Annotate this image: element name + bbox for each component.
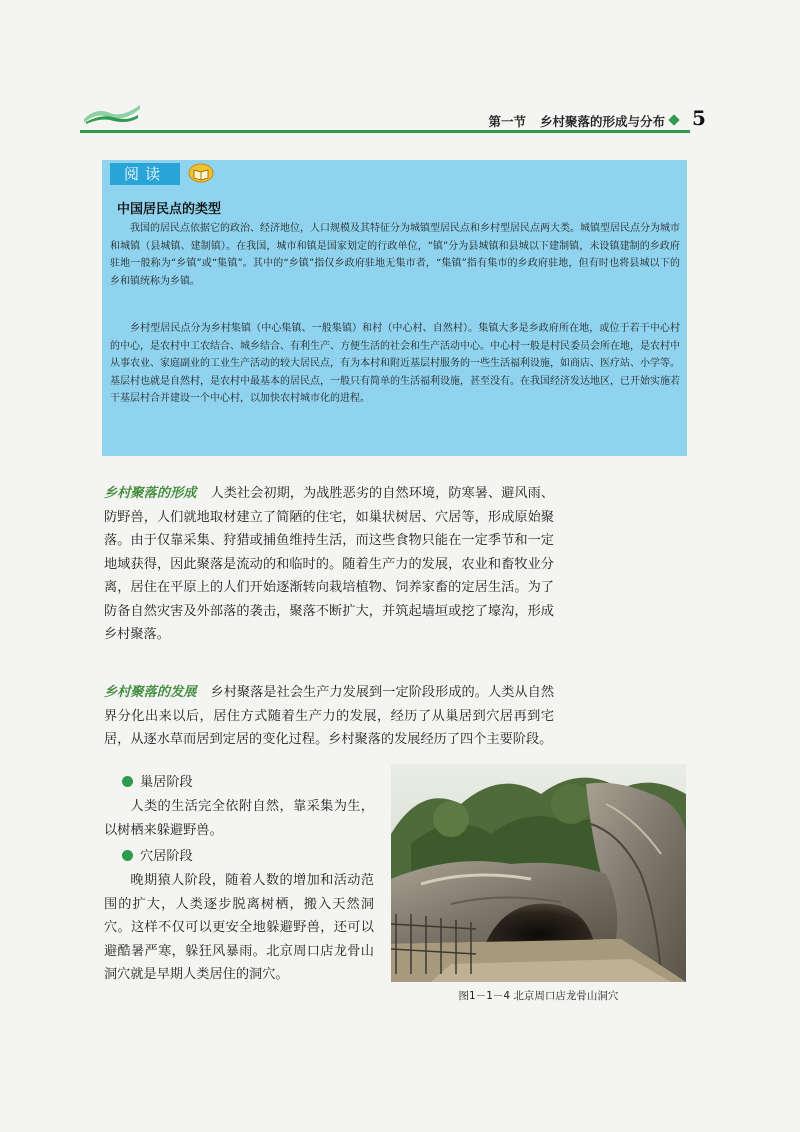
stage-heading xyxy=(122,846,193,868)
stage-label: 巢居阶段 xyxy=(140,775,193,790)
formation-paragraph xyxy=(104,482,554,647)
running-header xyxy=(420,112,665,130)
page-number: 5 xyxy=(692,106,706,130)
header-section: 第一节 xyxy=(488,114,526,129)
chapter-logo-icon xyxy=(82,101,142,125)
figure-caption: 图1－1－4 北京周口店龙骨山洞穴 xyxy=(458,990,619,1002)
reading-paragraph: 乡村型居民点分为乡村集镇（中心集镇、一般集镇）和村（中心村、自然村）。集镇大多是乡政府所在地，或位于若干中心村的中心，是农村中工农结合、城乡结合、有利生产、方便生活的社会和生产活动中心。中心村一般是村民委员会所在地，是农村中从事农业、家庭副业的工业生产活动的较大居民点，有为本村和附近基层村服务的一些生活福利设施，如商店、医疗站、小学等。基层村也就是自然村，是农村中最基本的居民点，一般只有简单的生活福利设施，甚至没有。在我国经济发达地区，已开始实施若干基层村合并建设一个中心村，以加快农村城市化的进程。 xyxy=(110,323,680,405)
reading-paragraph: 我国的居民点依据它的政治、经济地位，人口规模及其特征分为城镇型居民点和乡村型居民点两大类。城镇型居民点分为城市和城镇（县城镇、建制镇）。在我国，城市和镇是国家划定的行政单位，“镇”分为县城镇和县城以下建制镇，未设镇建制的乡政府驻地一般称为“乡镇”或“集镇”。其中的“乡镇”指仅乡政府驻地无集市者，“集镇”指有集市的乡政府驻地，但有时也将县城以下的乡和镇统称为乡镇。 xyxy=(110,223,680,287)
header-rule xyxy=(80,130,690,133)
cave-photo xyxy=(391,764,686,982)
section-heading-formation: 乡村聚落的形成 xyxy=(104,486,197,501)
bullet-icon xyxy=(122,776,133,787)
stage-heading xyxy=(122,772,193,794)
reading-tag: 阅读 xyxy=(110,163,180,185)
section-heading-development: 乡村聚落的发展 xyxy=(104,685,197,700)
reading-heading: 中国居民点的类型 xyxy=(117,202,222,217)
diamond-icon xyxy=(668,114,679,125)
bullet-icon xyxy=(122,850,133,861)
stage-paragraph: 人类的生活完全依附自然，靠采集为生，以树栖来躲避野兽。 xyxy=(104,799,374,838)
header-title: 乡村聚落的形成与分布 xyxy=(539,114,665,129)
development-paragraph xyxy=(104,681,554,752)
reading-book-icon xyxy=(188,163,214,183)
development-text: 乡村聚落是社会生产力发展到一定阶段形成的。人类从自然界分化出来以后，居住方式随着生产力的发展，经历了从巢居到穴居再到宅居，从逐水草而居到定居的变化过程。乡村聚落的发展经历了四个主要阶段。 xyxy=(104,685,555,747)
formation-text: 人类社会初期，为战胜恶劣的自然环境，防寒暑、避风雨、防野兽，人们就地取材建立了简陋的住宅，如巢状树居、穴居等，形成原始聚落。由于仅靠采集、狩猎或捕鱼维持生活，而这些食物只能在一定季节和一定地域获得，因此聚落是流动的和临时的。随着生产力的发展，农业和畜牧业分离，居住在平原上的人们开始逐渐转向栽培植物、饲养家畜的定居生活。为了防备自然灾害及外部落的袭击，聚落不断扩大，并筑起墙垣或挖了壕沟，形成乡村聚落。 xyxy=(104,486,555,642)
stage-paragraph: 晚期猿人阶段，随着人数的增加和活动范围的扩大，人类逐步脱离树栖，搬入天然洞穴。这样不仅可以更安全地躲避野兽，还可以避酷暑严寒，躲狂风暴雨。北京周口店龙骨山洞穴就是早期人类居住的洞穴。 xyxy=(104,873,374,982)
stage-label: 穴居阶段 xyxy=(140,849,193,864)
